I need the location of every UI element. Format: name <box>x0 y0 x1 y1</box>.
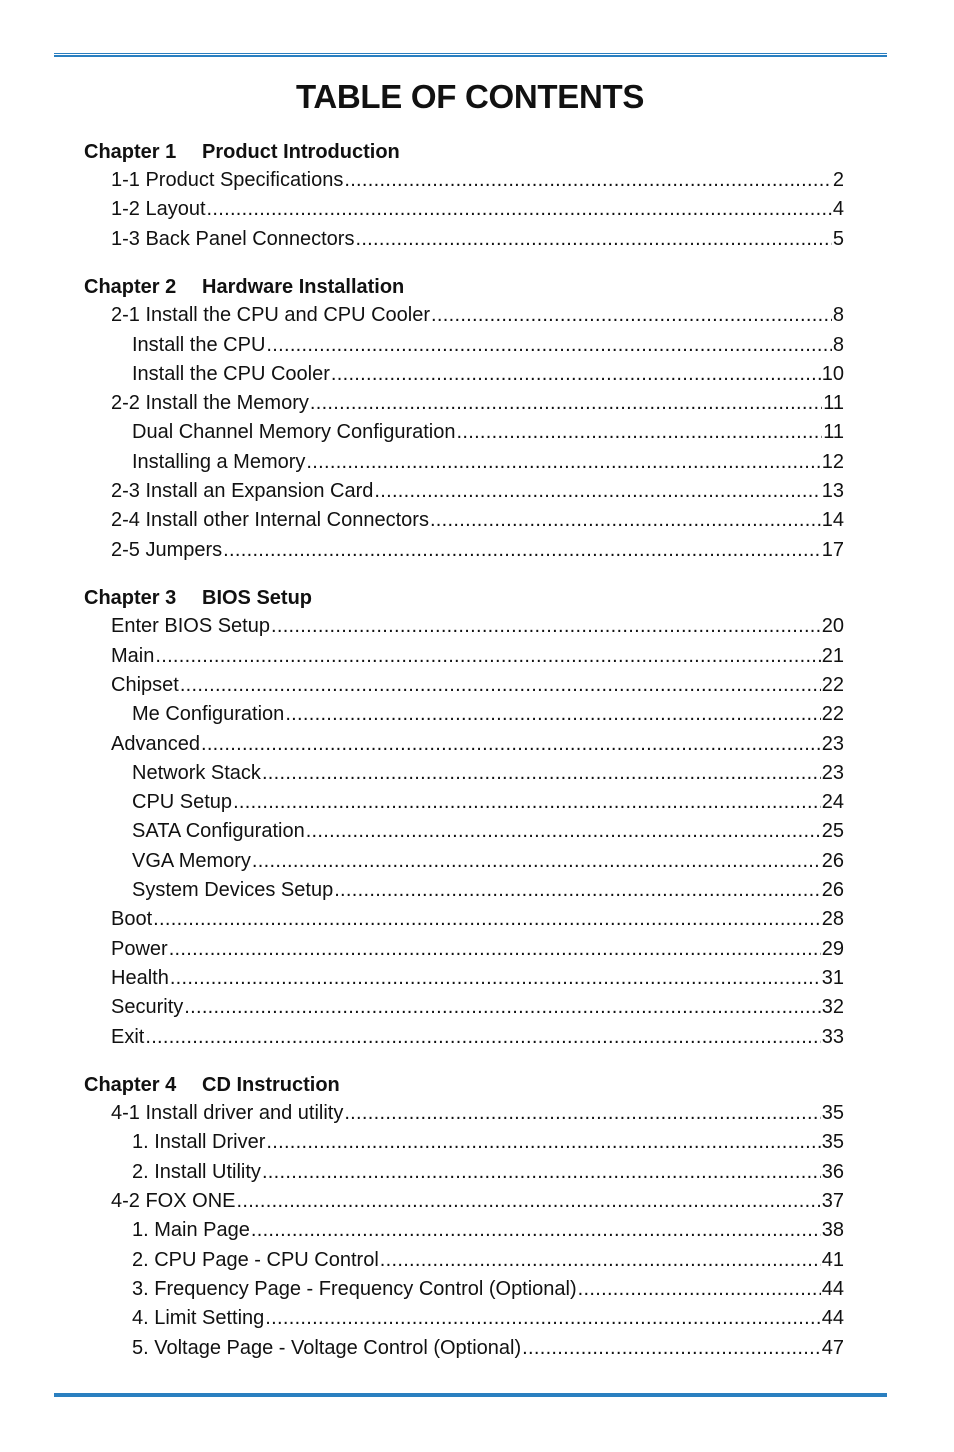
top-rule <box>54 53 887 57</box>
toc-entry[interactable] <box>84 905 844 934</box>
dot-leader <box>266 1128 820 1157</box>
dot-leader <box>306 448 820 477</box>
toc-entry[interactable] <box>84 331 844 360</box>
toc-entry-page-number: 33 <box>821 1025 844 1048</box>
toc-entry[interactable] <box>84 876 844 905</box>
toc-entry-page-number: 22 <box>821 703 844 726</box>
toc-entry-page-number: 8 <box>832 333 844 356</box>
toc-entry[interactable] <box>84 1158 844 1187</box>
toc-entry-label: 1. Main Page <box>132 1219 250 1242</box>
toc-entry-page-number: 13 <box>821 480 844 503</box>
dot-leader <box>207 195 832 224</box>
toc-entry-page-number: 20 <box>821 615 844 638</box>
toc-entry-label: Health <box>111 966 169 989</box>
chapter-section <box>84 138 844 254</box>
toc-entry[interactable] <box>84 700 844 729</box>
toc-entry-page-number: 36 <box>821 1160 844 1183</box>
toc-entry-label: Enter BIOS Setup <box>111 615 270 638</box>
toc-entry-label: 4-2 FOX ONE <box>111 1190 236 1213</box>
dot-leader <box>233 788 821 817</box>
toc-entry-page-number: 23 <box>821 732 844 755</box>
dot-leader <box>430 506 821 535</box>
chapter-section <box>84 584 844 1051</box>
toc-entry[interactable] <box>84 360 844 389</box>
toc-entry[interactable] <box>84 301 844 330</box>
dot-leader <box>355 225 831 254</box>
toc-entry-page-number: 11 <box>823 392 844 415</box>
toc-entry-label: 2-1 Install the CPU and CPU Cooler <box>111 304 431 327</box>
toc-entry-label: 2-5 Jumpers <box>111 538 223 561</box>
toc-entry-page-number: 8 <box>832 304 844 327</box>
toc-entry[interactable] <box>84 788 844 817</box>
toc-entry[interactable] <box>84 847 844 876</box>
toc-entry[interactable] <box>84 506 844 535</box>
toc-entry-label: System Devices Setup <box>132 879 334 902</box>
toc-entry-label: Advanced <box>111 732 200 755</box>
chapter-section <box>84 1071 844 1363</box>
chapter-number: Chapter 4 <box>84 1074 177 1097</box>
table-of-contents <box>84 138 844 1363</box>
dot-leader <box>431 301 832 330</box>
dot-leader <box>380 1246 821 1275</box>
toc-entry-label: Network Stack <box>132 761 261 784</box>
toc-entry-label: Install the CPU Cooler <box>132 362 330 385</box>
toc-entry[interactable] <box>84 536 844 565</box>
dot-leader <box>306 817 821 846</box>
toc-entry-label: Boot <box>111 908 153 931</box>
toc-entry-label: SATA Configuration <box>132 820 305 843</box>
toc-entry-page-number: 12 <box>821 450 844 473</box>
dot-leader <box>153 905 821 934</box>
toc-entry-label: Dual Channel Memory Configuration <box>132 421 456 444</box>
chapter-section <box>84 273 844 565</box>
toc-entry-page-number: 32 <box>821 996 844 1019</box>
chapter-name: CD Instruction <box>202 1074 340 1097</box>
toc-entry[interactable] <box>84 1216 844 1245</box>
toc-entry-label: 2-2 Install the Memory <box>111 392 309 415</box>
toc-entry[interactable] <box>84 964 844 993</box>
dot-leader <box>457 418 823 447</box>
chapter-name: Product Introduction <box>202 141 400 163</box>
toc-entry-label: 2. Install Utility <box>132 1160 261 1183</box>
toc-entry[interactable] <box>84 1246 844 1275</box>
page-title: TABLE OF CONTENTS <box>295 78 645 115</box>
toc-entry-label: 1-3 Back Panel Connectors <box>111 227 355 250</box>
chapter-heading <box>84 584 844 612</box>
dot-leader <box>155 642 820 671</box>
toc-entry-page-number: 21 <box>821 644 844 667</box>
chapter-number: Chapter 2 <box>84 276 177 299</box>
toc-entry-page-number: 22 <box>821 673 844 696</box>
toc-entry-label: Security <box>111 996 184 1019</box>
dot-leader <box>170 964 821 993</box>
toc-entry-page-number: 24 <box>821 791 844 814</box>
toc-entry-page-number: 47 <box>821 1336 844 1359</box>
dot-leader <box>262 759 821 788</box>
toc-entry[interactable] <box>84 935 844 964</box>
toc-entry-page-number: 28 <box>821 908 844 931</box>
toc-entry-page-number: 14 <box>821 509 844 532</box>
dot-leader <box>145 1023 820 1052</box>
dot-leader <box>201 730 821 759</box>
toc-entry-label: 4-1 Install driver and utility <box>111 1102 344 1125</box>
dot-leader <box>331 360 821 389</box>
toc-entry-page-number: 35 <box>821 1131 844 1154</box>
toc-entry[interactable] <box>84 730 844 759</box>
toc-entry-label: Main <box>111 644 155 667</box>
dot-leader <box>374 477 820 506</box>
dot-leader <box>344 166 832 195</box>
toc-entry-page-number: 25 <box>821 820 844 843</box>
dot-leader <box>310 389 822 418</box>
dot-leader <box>169 935 821 964</box>
toc-entry-label: 1-1 Product Specifications <box>111 169 344 191</box>
dot-leader <box>522 1334 821 1363</box>
toc-entry-page-number: 29 <box>821 937 844 960</box>
toc-entry-label: 2-3 Install an Expansion Card <box>111 480 374 503</box>
toc-entry-page-number: 26 <box>821 849 844 872</box>
dot-leader <box>344 1099 820 1128</box>
toc-entry[interactable] <box>84 612 844 641</box>
toc-entry[interactable] <box>84 993 844 1022</box>
toc-entry-page-number: 41 <box>821 1248 844 1271</box>
dot-leader <box>223 536 821 565</box>
toc-entry-page-number: 26 <box>821 879 844 902</box>
toc-entry[interactable] <box>84 448 844 477</box>
toc-entry-page-number: 35 <box>821 1102 844 1125</box>
toc-entry-label: Install the CPU <box>132 333 266 356</box>
toc-entry-label: 4. Limit Setting <box>132 1307 265 1330</box>
chapter-heading <box>84 138 844 166</box>
toc-entry[interactable] <box>84 1099 844 1128</box>
toc-entry[interactable] <box>84 477 844 506</box>
toc-entry[interactable] <box>84 1187 844 1216</box>
dot-leader <box>184 993 821 1022</box>
chapter-heading <box>84 1071 844 1099</box>
toc-entry[interactable] <box>84 389 844 418</box>
toc-entry-page-number: 38 <box>821 1219 844 1242</box>
toc-entry[interactable] <box>84 195 844 224</box>
toc-entry-label: 2. CPU Page - CPU Control <box>132 1248 379 1271</box>
toc-entry-page-number: 17 <box>821 538 844 561</box>
dot-leader <box>271 612 821 641</box>
toc-entry[interactable] <box>84 418 844 447</box>
bottom-rule <box>54 1393 887 1397</box>
toc-entry[interactable] <box>84 1023 844 1052</box>
dot-leader <box>252 847 821 876</box>
toc-entry[interactable] <box>84 225 844 254</box>
dot-leader <box>265 1304 820 1333</box>
toc-entry[interactable] <box>84 671 844 700</box>
toc-entry[interactable] <box>84 759 844 788</box>
toc-entry-page-number: 5 <box>832 227 844 250</box>
toc-entry-label: 1. Install Driver <box>132 1131 266 1154</box>
toc-entry-page-number: 10 <box>821 362 844 385</box>
dot-leader <box>236 1187 820 1216</box>
chapter-number: Chapter 1 <box>84 141 177 163</box>
toc-entry[interactable] <box>84 1304 844 1333</box>
toc-entry[interactable] <box>84 1128 844 1157</box>
toc-entry[interactable] <box>84 817 844 846</box>
toc-entry-label: 2-4 Install other Internal Connectors <box>111 509 429 532</box>
toc-entry-label: Exit <box>111 1025 145 1048</box>
toc-entry-label: 3. Frequency Page - Frequency Control (Optional) <box>132 1277 577 1300</box>
chapter-name: BIOS Setup <box>202 587 313 610</box>
chapter-name: Hardware Installation <box>202 276 405 299</box>
toc-entry-page-number: 31 <box>821 966 844 989</box>
dot-leader <box>180 671 821 700</box>
dot-leader <box>334 876 821 905</box>
toc-entry-page-number: 44 <box>821 1277 844 1300</box>
toc-entry-page-number: 2 <box>832 169 844 191</box>
toc-entry-label: Installing a Memory <box>132 450 306 473</box>
dot-leader <box>285 700 820 729</box>
toc-entry-page-number: 37 <box>821 1190 844 1213</box>
dot-leader <box>266 331 831 360</box>
chapter-number: Chapter 3 <box>84 587 177 610</box>
toc-entry[interactable] <box>84 166 844 195</box>
toc-entry-label: VGA Memory <box>132 849 251 872</box>
dot-leader <box>262 1158 821 1187</box>
chapter-heading <box>84 273 844 301</box>
toc-entry-page-number: 23 <box>821 761 844 784</box>
toc-entry-label: Me Configuration <box>132 703 285 726</box>
toc-entry-label: CPU Setup <box>132 791 233 814</box>
toc-entry-page-number: 11 <box>823 421 844 444</box>
toc-entry[interactable] <box>84 642 844 671</box>
dot-leader <box>251 1216 821 1245</box>
toc-entry-page-number: 44 <box>821 1307 844 1330</box>
toc-entry-label: 5. Voltage Page - Voltage Control (Optional) <box>132 1336 522 1359</box>
toc-entry-page-number: 4 <box>832 198 844 221</box>
toc-entry-label: Power <box>111 937 168 960</box>
dot-leader <box>578 1275 821 1304</box>
toc-entry[interactable] <box>84 1334 844 1363</box>
toc-entry-label: 1-2 Layout <box>111 198 206 221</box>
toc-entry[interactable] <box>84 1275 844 1304</box>
toc-entry-label: Chipset <box>111 673 179 696</box>
